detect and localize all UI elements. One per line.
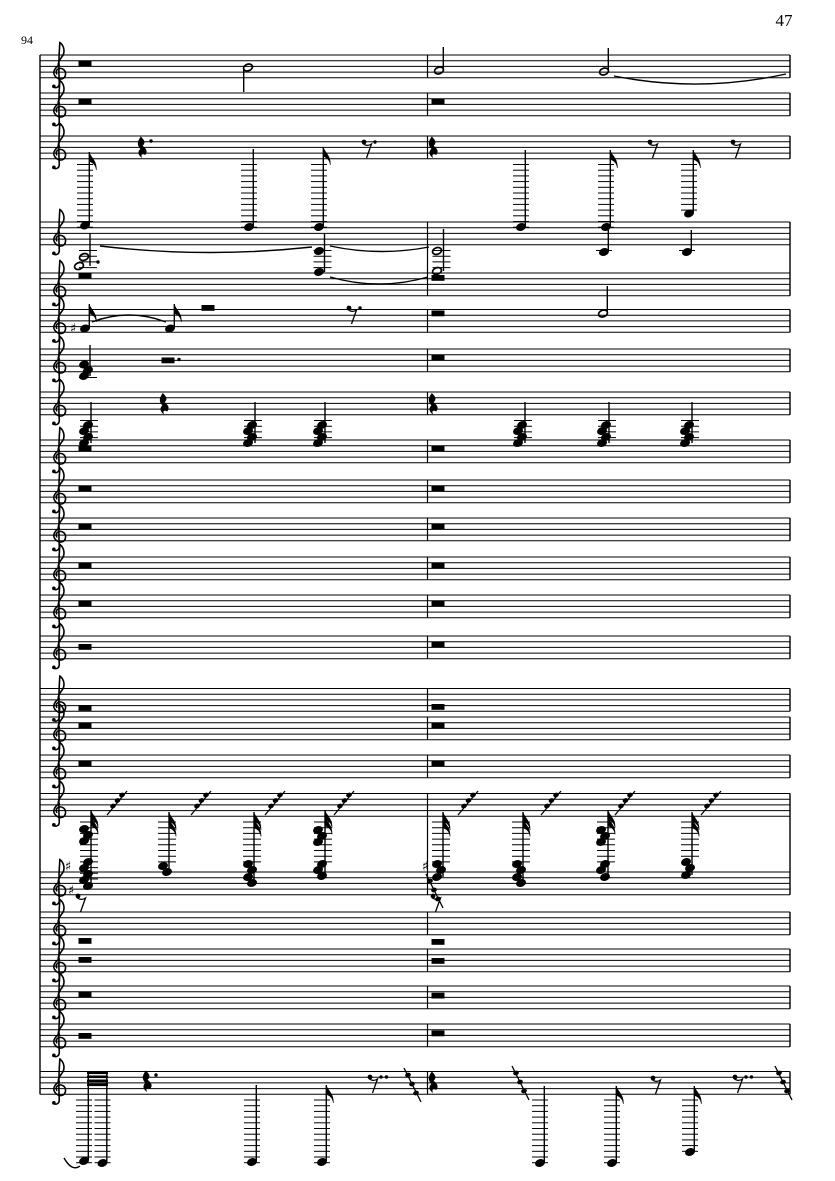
svg-text:♯: ♯ [421,859,429,875]
treble-clef-icon [52,899,66,945]
treble-clef-icon [52,859,66,905]
staff-11 [40,505,790,551]
treble-clef-icon [52,336,66,382]
staff-1 [40,42,790,92]
staff-8 [40,379,790,447]
treble-clef-icon [52,1059,66,1105]
page-number: 47 [775,11,793,30]
staff-6 [40,286,790,343]
treble-clef-icon [52,42,66,88]
staff-9 [40,427,790,473]
staff-20 [40,899,790,945]
staff-23 [40,1011,790,1057]
measure-number: 94 [21,33,33,47]
staff-24 [40,1059,792,1168]
treble-clef-icon [52,427,66,473]
svg-text:♯: ♯ [69,321,77,337]
staff-12 [40,544,790,590]
staff-19 [40,859,790,912]
treble-clef-icon [52,467,66,513]
staff-5 [40,260,790,306]
barlines [40,55,790,1094]
treble-clef-icon [52,544,66,590]
staff-7 [40,336,790,382]
staff-21 [40,936,790,982]
staff-13 [40,582,790,628]
treble-clef-icon [52,209,66,255]
svg-text:♯: ♯ [67,883,75,899]
staff-10 [40,467,790,513]
svg-text:♯: ♯ [64,859,72,875]
staff-14 [40,623,790,669]
treble-clef-icon [52,623,66,669]
treble-clef-icon [52,260,66,306]
staff-15 [40,676,790,722]
staff-22 [40,973,790,1019]
staff-2 [40,80,790,126]
treble-clef-icon [52,123,66,169]
staff-3 [40,123,790,231]
staff-17 [40,742,790,788]
treble-clef-icon [52,379,66,425]
